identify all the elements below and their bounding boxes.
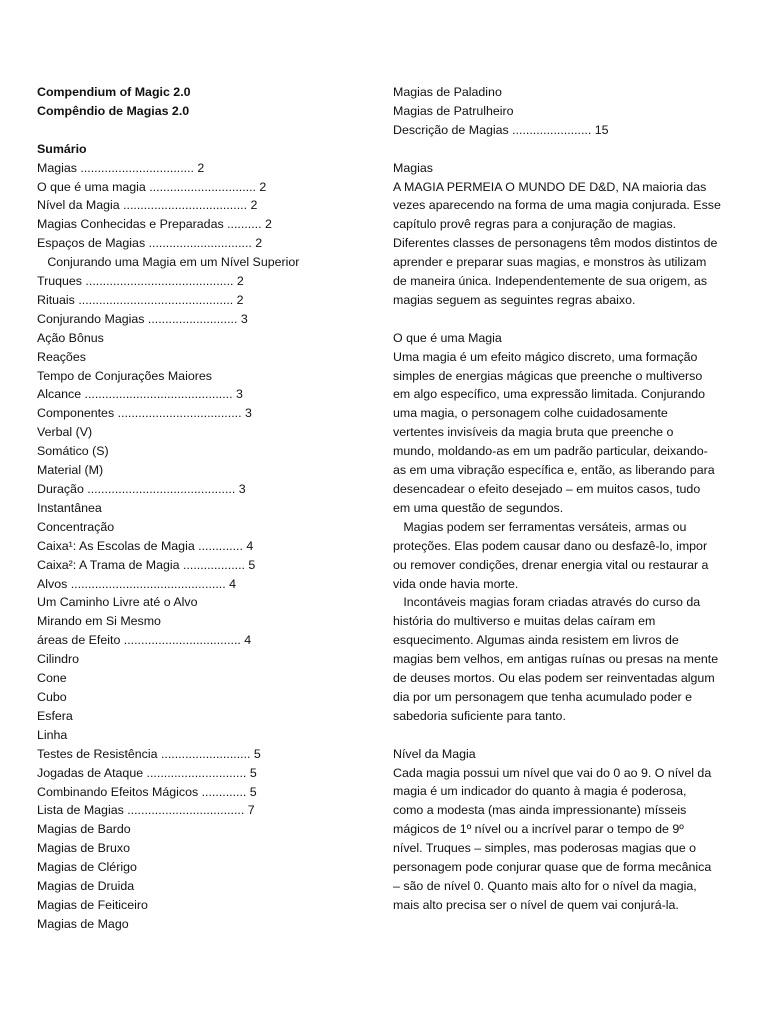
section-heading-nivel-da-magia: Nível da Magia — [393, 746, 476, 761]
toc-entry: Duração ........................................... 3 — [37, 482, 246, 497]
toc-entry: Tempo de Conjurações Maiores — [37, 368, 212, 383]
paragraph-line: como a modesta (mas ainda impressionante) mísseis — [393, 803, 687, 818]
toc-entry: Jogadas de Ataque ............................. 5 — [37, 765, 257, 780]
spacer — [393, 726, 731, 745]
toc-entry: Magias de Paladino — [393, 85, 502, 99]
paragraph-line: Cada magia possui um nível que vai do 0 ao 9. O nível da — [393, 765, 712, 780]
paragraph-line: Uma magia é um efeito mágico discreto, uma formação — [393, 349, 698, 364]
toc-entry: Magias de Druida — [37, 879, 135, 894]
spacer — [393, 140, 731, 159]
toc-entry: Cilindro — [37, 652, 80, 667]
paragraph-line: capítulo provê regras para a conjuração de magias. — [393, 217, 677, 232]
spacer — [393, 310, 731, 329]
paragraph-line: ou remover condições, drenar energia vital ou restaurar a — [393, 557, 709, 572]
toc-entry: Componentes .................................... 3 — [37, 406, 252, 421]
paragraph-line: mágicos de 1º nível ou a incrível parar o tempo de 9º — [393, 822, 684, 837]
paragraph-line: Magias podem ser ferramentas versáteis, armas ou — [393, 519, 687, 534]
paragraph-line: as em uma vibração específica e, então, as liberando para — [393, 463, 715, 478]
toc-entry: Esfera — [37, 708, 73, 723]
table-of-contents — [37, 159, 367, 934]
toc-entry: Truques ........................................... 2 — [37, 274, 244, 289]
table-of-contents-continued — [393, 83, 731, 140]
paragraph-line: mundo, moldando-as em um padrão particular, deixando- — [393, 444, 708, 459]
toc-entry: Cone — [37, 671, 67, 686]
toc-entry: Somático (S) — [37, 444, 109, 459]
toc-entry: Conjurando Magias .......................... 3 — [37, 311, 248, 326]
paragraph-line: de deuses mortos. Ou elas podem ser reinventadas algum — [393, 671, 715, 686]
toc-entry: Magias de Feiticeiro — [37, 897, 148, 912]
toc-entry: Lista de Magias .................................. 7 — [37, 803, 255, 818]
paragraph-line: vezes aparecendo na forma de uma magia conjurada. Esse — [393, 198, 721, 213]
paragraph-line: dia por um personagem que tenha acumulado poder e — [393, 689, 692, 704]
toc-entry: Rituais ............................................. 2 — [37, 292, 244, 307]
toc-heading: Sumário — [37, 141, 87, 156]
toc-entry: Magias Conhecidas e Preparadas .......... 2 — [37, 217, 272, 232]
toc-entry: Material (M) — [37, 463, 104, 478]
paragraph-line: mais alto precisa ser o nível de quem vai conjurá-la. — [393, 897, 679, 912]
paragraph-line: magia é um indicador do quanto à magia é poderosa, — [393, 784, 687, 799]
right-column — [393, 83, 731, 915]
toc-entry: Cubo — [37, 689, 67, 704]
paragraph-line: de maneira única. Independentemente de sua origem, as — [393, 274, 708, 289]
paragraph-line: Incontáveis magias foram criadas através do curso da — [393, 595, 701, 610]
toc-entry: Combinando Efeitos Mágicos ............. 5 — [37, 784, 257, 799]
toc-entry: Reações — [37, 349, 86, 364]
toc-entry: Caixa²: A Trama de Magia .................. 5 — [37, 557, 256, 572]
paragraph-line: esquecimento. Algumas ainda resistem em livros de — [393, 633, 679, 648]
paragraph-line: desencadear o efeito desejado – em muitos casos, tudo — [393, 482, 701, 496]
paragraph-line: personagem pode conjurar quase que de forma mecânica — [393, 860, 712, 875]
toc-entry: Conjurando uma Magia em um Nível Superior — [37, 255, 300, 270]
paragraph-line: – são de nível 0. Quanto mais alto for o nível da magia, — [393, 879, 697, 894]
toc-entry: Magias ................................. 2 — [37, 160, 205, 175]
toc-entry: Espaços de Magias .............................. 2 — [37, 236, 263, 251]
paragraph-line: vertentes invisíveis da magia bruta que preenche o — [393, 425, 674, 440]
toc-entry: Linha — [37, 727, 68, 742]
toc-entry: Testes de Resistência .......................... 5 — [37, 746, 261, 761]
toc-entry: Magias de Clérigo — [37, 860, 137, 875]
paragraph-line: magias bem velhos, em antigas ruínas ou presas na mente — [393, 652, 719, 667]
document-title-portuguese: Compêndio de Magias 2.0 — [37, 103, 190, 118]
spacer — [37, 121, 367, 140]
paragraph-line: história do multiverso e muitas delas caíram em — [393, 614, 656, 629]
paragraph-line: aprender e preparar suas magias, e monstros às utilizam — [393, 255, 707, 270]
paragraph-line: em uma questão de segundos. — [393, 500, 564, 515]
paragraph-line: proteções. Elas podem causar dano ou desfazê-lo, impor — [393, 538, 708, 553]
toc-entry: Magias de Bardo — [37, 822, 131, 837]
toc-entry: Mirando em Si Mesmo — [37, 614, 161, 629]
toc-entry: Alcance ........................................... 3 — [37, 387, 243, 402]
toc-entry: O que é uma magia ............................... 2 — [37, 179, 267, 194]
left-column — [37, 83, 367, 934]
paragraph-line: sabedoria suficiente para tanto. — [393, 708, 566, 723]
paragraph-line: vida onde havia morte. — [393, 576, 519, 591]
paragraph-line: Diferentes classes de personagens têm modos distintos de — [393, 236, 718, 251]
toc-entry: Verbal (V) — [37, 425, 93, 440]
toc-entry: Descrição de Magias ....................... 15 — [393, 122, 609, 137]
toc-entry: Alvos ............................................. 4 — [37, 576, 236, 591]
document-title-english: Compendium of Magic 2.0 — [37, 85, 191, 99]
paragraph-line: simples de energias mágicas que preenche o multiverso — [393, 368, 703, 383]
paragraph-line: magias seguem as seguintes regras abaixo. — [393, 292, 636, 307]
paragraph-line: uma magia, o personagem colhe cuidadosamente — [393, 406, 668, 421]
toc-entry: Magias de Mago — [37, 916, 129, 931]
toc-entry: Nível da Magia .................................... 2 — [37, 198, 258, 213]
toc-entry: Magias de Patrulheiro — [393, 103, 514, 118]
section-heading-o-que-e-uma-magia: O que é uma Magia — [393, 330, 502, 345]
toc-entry: Caixa¹: As Escolas de Magia ............. 4 — [37, 538, 254, 553]
section-body-o-que-e-uma-magia — [393, 348, 731, 726]
paragraph-line: em algo específico, uma expressão limitada. Conjurando — [393, 387, 705, 402]
section-body-nivel-da-magia — [393, 764, 731, 915]
toc-entry: Um Caminho Livre até o Alvo — [37, 595, 198, 610]
paragraph-line: nível. Truques – simples, mas poderosas magias que o — [393, 841, 697, 856]
toc-entry: Instantânea — [37, 500, 102, 515]
toc-entry: Magias de Bruxo — [37, 841, 130, 856]
section-heading-magias: Magias — [393, 160, 433, 175]
section-body-magias — [393, 178, 731, 310]
toc-entry: Concentração — [37, 519, 115, 534]
toc-entry: Ação Bônus — [37, 330, 104, 345]
toc-entry: áreas de Efeito .................................. 4 — [37, 633, 252, 648]
paragraph-line: A MAGIA PERMEIA O MUNDO DE D&D, NA maioria das — [393, 179, 707, 194]
